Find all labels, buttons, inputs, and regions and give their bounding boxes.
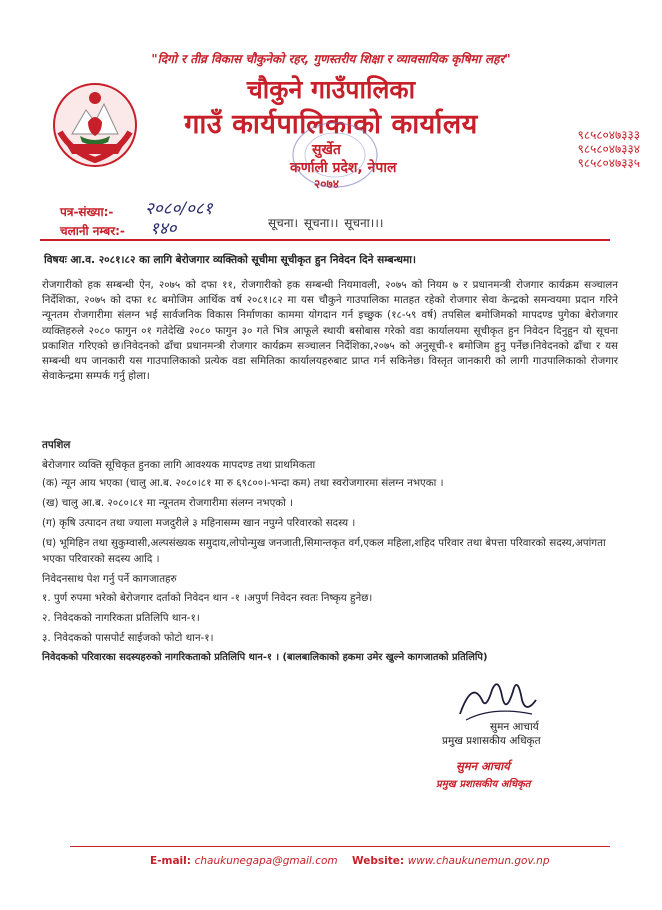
dispatch-no-value: १४० xyxy=(150,219,177,239)
dispatch-no-label: चलानी नम्बर:- xyxy=(60,224,125,238)
footer-email xyxy=(150,855,338,867)
email-link[interactable]: chaukunegapa@gmail.com xyxy=(194,855,338,867)
footer-website xyxy=(352,855,549,867)
handwritten-signature xyxy=(452,670,542,726)
stamp-title: प्रमुख प्रशासकीय अधिकृत xyxy=(436,779,531,790)
email-label: E-mail: xyxy=(150,855,191,867)
criteria-item: (घ) भूमिहिन तथा सुकुम्वासी,अल्पसंख्यक समुदाय,लोपोन्मुख जनजाती,सिमान्तकृत वर्ग,एकल महिला,शहिद परिवार तथा बेपत्ता परिवारको सदस्य,अपांगता भएका परिवारको सदस्य आदि । xyxy=(42,537,606,565)
schedule-title: तपशिल xyxy=(42,439,71,451)
document-item: ३. निवेदकको पासपोर्ट साईजको फोटो थान-१। xyxy=(42,632,214,644)
criteria-item: (ख) चालु आ.ब. २०८०।८१ मा न्यूनतम रोजगारीमा संलग्न नभएको । xyxy=(42,497,294,509)
documents-title: निवेदनसाथ पेश गर्नु पर्ने कागजातहरु xyxy=(42,573,177,585)
criteria-item: (ग) कृषि उत्पादन तथा ज्याला मजदुरीले ३ महिनासम्म खान नपुग्ने परिवारको सदस्य । xyxy=(42,517,356,529)
footer-divider xyxy=(70,846,610,847)
website-label: Website: xyxy=(352,855,405,867)
municipality-name: चौकुने गाउँपालिका xyxy=(246,75,416,104)
family-note: निवेदकको परिवारका सदस्यहरुको नागरिकताको प्रतिलिपि थान-१ । (बालबालिकाको हकमा उमेर खुल्ने कागजातको प्रतिलिपि) xyxy=(42,652,488,663)
criteria-item: (क) न्यून आय भएका (चालु आ.ब. २०८०।८१ मा रु ६९८००।-भन्दा कम) तथा स्वरोजगारमा संलग्न नभएका । xyxy=(42,477,444,489)
phone-3: ९८५८०४७३३५ xyxy=(577,156,640,170)
website-link[interactable]: www.chaukunemun.gov.np xyxy=(407,855,550,867)
header-divider xyxy=(40,239,610,241)
criteria-title: बेरोजगार व्यक्ति सूचिकृत हुनका लागि आवश्यक मापदण्ड तथा प्राथमिकता xyxy=(42,459,316,471)
signatory-title: प्रमुख प्रशासकीय अधिकृत xyxy=(442,735,541,747)
province-address: कर्णाली प्रदेश, नेपाल xyxy=(290,160,397,176)
signatory-name: सुमन आचार्य xyxy=(490,721,539,733)
document-item: १. पुर्ण रुपमा भरेको बेरोजगार दर्ताको निवेदन थान -१ ।अपुर्ण निवेदन स्वतः निष्कृय हुनेछ। xyxy=(42,592,373,604)
slogan: "दिगो र तीव्र विकास चौकुनेको रहर, गुणस्तरीय शिक्षा र व्यावसायिक कृषिमा लहर" xyxy=(151,52,511,66)
established-year: २०७४ xyxy=(314,177,339,191)
document-item: २. निवेदकको नागरिकता प्रतिलिपि थान-१। xyxy=(42,612,200,624)
office-stamp-mark xyxy=(290,120,380,190)
notice-body: रोजगारीको हक सम्बन्धी ऐन, २०७५ को दफा ११, रोजगारीको हक सम्बन्धी नियमावली, २०७५ को नियम ७ र प्रधानमन्त्री रोजगार कार्यक्रम सञ्चालन निर्देशिका, २०७५ को दफा १८ बमोजिम आर्थिक वर्ष २०८१।८२ मा यस चौकुने गाउपालिका मातहत रहेको रोजगार सेवा केन्द्रको समन्वयमा प्रदान गरिने न्यूनतम रोजगारीमा संलग्न भई सार्वजनिक विकास निर्माणका काममा योगदान गर्न इच्छुक (१८-५९ वर्ष) तपसिल बमोजिमको मापदण्ड पुगेका बेरोजगार व्यक्तिहरुले २०८० फागुन ०१ गतेदेखि २०८० फागुन ३० गते भित्र आफूले स्थायी बसोबास गरेको वडा कार्यालयमा सूचीकृत हुन निवेदन दिनुहुन यो सूचना प्रकाशित गरिएको छ।निवेदनको ढाँचा प्रधानमन्त्री रोजगार कार्यक्रम सञ्चालन निर्देशिका,२०७५ को अनुसूची-१ बमोजिम हुनु पर्नेछ।निवेदनको ढाँचा र यस सम्बन्धी थप जानकारी यस गाउपालिकाको प्रत्येक वडा समितिका कार्यालयहरुबाट प्राप्त गर्न सकिनेछ। विस्तृत जानकारी को लागी गाउपालिकाको रोजगार सेवाकेन्द्रमा सम्पर्क गर्नु होला। xyxy=(42,279,618,383)
phone-1: ९८५८०४७३३३ xyxy=(577,128,640,142)
stamp-name: सुमन आचार्य xyxy=(456,759,510,773)
phone-2: ९८५८०४७३३४ xyxy=(577,142,640,156)
notice-heading: सूचना। सूचना।। सूचना।।। xyxy=(268,216,384,230)
letter-no-label: पत्र-संख्या:- xyxy=(60,205,114,219)
subject-line: विषयः आ.व. २०८१।८२ का लागि बेरोजगार व्यक्तिको सूचीमा सूचीकृत हुन निवेदन दिने सम्बन्धमा। xyxy=(44,254,416,266)
office-name: गाउँ कार्यपालिकाको कार्यालय xyxy=(184,109,478,140)
district-name: सुर्खेत xyxy=(312,142,341,158)
letter-no-value: २०८०/०८१ xyxy=(145,199,213,219)
phone-numbers xyxy=(540,128,640,170)
